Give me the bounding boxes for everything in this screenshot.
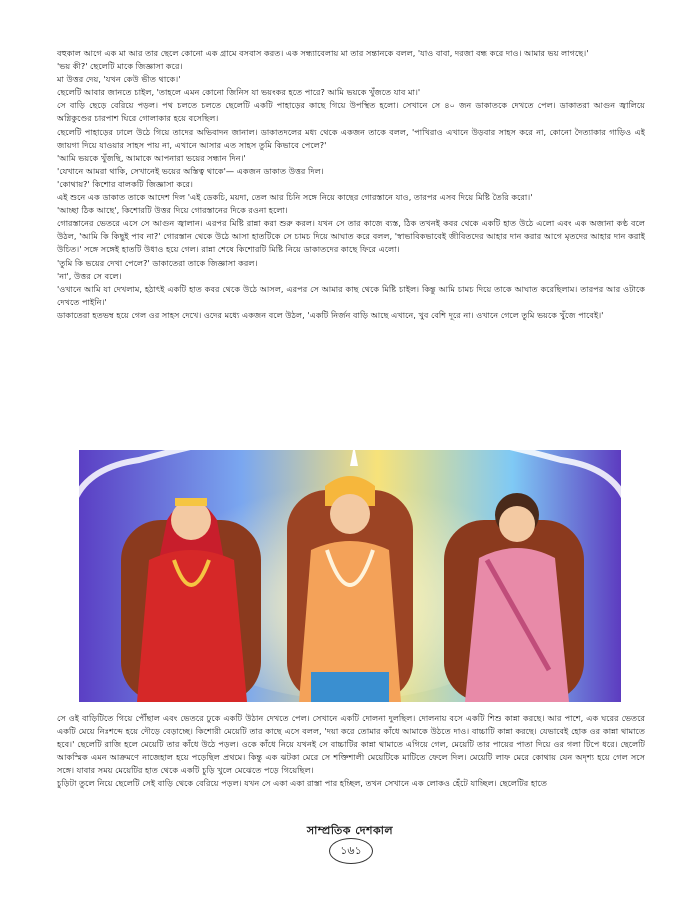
paragraph: এই শুনে এক ডাকাত তাকে আদেশ দিল 'এই ডেকচি, ময়দা, তেল আর চিনি সঙ্গে নিয়ে কাছের গোরস্তানে যাও, তারপর এসব দিয়ে মিষ্টি তৈরি করো।' (57, 192, 533, 203)
paragraph: মা উত্তর দেয়, 'যখন কেউ ভীত থাকে।' (57, 74, 181, 85)
paragraph: 'না', উত্তর সে বলে। (57, 270, 122, 281)
paragraph: ডাকাতেরা হতভম্ব হয়ে গেল ওর সাহস দেখে। ওদের মধ্যে একজন বলে উঠল, 'একটি নির্জন বাড়ি আছে এখানে, খুব বেশি দূরে না। ওখানে গেলে তুমি ভয়কে খুঁজে পাবেই।' (57, 309, 604, 320)
paragraph: গোরস্তানের ভেতরে এসে সে আগুন জ্বালান। এরপর মিষ্টি রান্না করা শুরু করল। যখন সে তার কাজে ব্যস্ত, ঠিক তখনই কবর থেকে একটি হাত উঠে এলো এবং এক অজানা কণ্ঠ বলে উঠল, 'আমি কি কিছুই পাব না?' গোরস্তান থেকে উঠে আসা হাতটিকে সে চামচ দিয়ে আঘাত করে বলল, 'স্বাভাবিকভাবেই জীবিতদের আহার দান করার আগে মৃতদের আহার দান করাই উচিত।' সঙ্গে সঙ্গেই হাতটি উধাও হয়ে গেল। রান্না শেষে কিশোরটি মিষ্টি নিয়ে ডাকাতদের কাছে ফিরে এলো। (57, 218, 645, 255)
paragraph: 'ওখানে আমি যা দেখলাম, হঠাৎই একটি হাত কবর থেকে উঠে আসল, এরপর সে আমার কাছ থেকে মিষ্টি চাইল। কিন্তু আমি চামচ দিয়ে তাকে আঘাত করেছিলাম। তারপর আর ওটাকে দেখতে পাইনি।' (57, 283, 645, 307)
paragraph: 'আচ্ছা ঠিক আছে', কিশোরটি উত্তর দিয়ে গোরস্তানের দিকে রওনা হলো। (57, 205, 288, 216)
paragraph: সে বাড়ি ছেড়ে বেরিয়ে পড়ল। পথ চলতে চলতে ছেলেটি একটি পাহাড়ের কাছে গিয়ে উপস্থিত হলো। সেখানে সে ৪০ জন ডাকাতকে দেখতে পেল। ডাকাতরা আগুন জ্বালিয়ে অগ্নিকুণ্ডের চারপাশ ঘিরে গোলাকার হয়ে বসেছিল। (57, 100, 645, 124)
paragraph: বহুকাল আগে এক মা আর তার ছেলে কোনো এক গ্রামে বসবাস করত। এক সন্ধ্যাবেলায় মা তার সন্তানকে বলল, 'যাও বাবা, দরজা বন্ধ করে দাও। আমার ভয় লাগছে।' (57, 48, 589, 58)
story-text-top (57, 47, 645, 322)
paragraph: সে ওই বাড়িটিতে গিয়ে পৌঁছাল এবং ভেতরে ঢুকে একটি উঠান দেখতে পেল। সেখানে একটি দোলনা দুলছিল। দোলনায় বসে একটি শিশু কান্না করছে। আর পাশে, এক ঘরের ভেতরে একটি মেয়ে নিঃশব্দে হয়ে দৌড়ে বেড়াচ্ছে। কিশোরী মেয়েটি তার কাছে এসে বলল, 'দয়া করে তোমার কাঁধে আমাকে উঠতে দাও। বাচ্চাটি কান্না করছে। যেভাবেই হোক ওর কান্না থামাতে হবে।' ছেলেটি রাজি হলে মেয়েটি তার কাঁধে উঠে পড়ল। ওকে কাঁধে নিয়ে যখনই সে বাচ্চাটির কান্না থামাতে এগিয়ে গেল, মেয়েটি তার পায়ের পাতা দিয়ে ওর গলা টিপে ধরে। ছেলেটি আকস্মিক এমন আক্রমণে নাজেহাল হয়ে পড়েছিল প্রথমে। কিন্তু এক ঝটকা মেরে সে শক্তিশালী মেয়েটিকে মাটিতে ফেলে দিল। মেয়েটি লাফ মেরে কোথায় যেন অদৃশ্য হয়ে গেল সসে সঙ্গে। যাবার সময় মেয়েটির হাত থেকে একটি চুড়ি খুলে মেঝেতে পড়ে গিয়েছিল। (57, 713, 645, 776)
story-text-bottom (57, 712, 645, 791)
paragraph: 'যেখানে আমরা থাকি, সেখানেই ভয়ের অস্তিত্ব থাকে'— একজন ডাকাত উত্তর দিল। (57, 165, 324, 176)
paragraph: 'ভয় কী?' ছেলেটি মাকে জিজ্ঞাসা করে। (57, 61, 183, 72)
wedding-illustration (49, 410, 651, 702)
paragraph: 'তুমি কি ভয়ের দেখা পেলে?' ডাকাতেরা তাকে জিজ্ঞাসা করল। (57, 257, 258, 268)
paragraph: 'কোথায়?' কিশোর বালকটি জিজ্ঞাসা করে। (57, 178, 193, 189)
paragraph: ছেলেটি পাহাড়ের ঢালে উঠে গিয়ে তাদের অভিবাদন জানাল। ডাকাতদলের মধ্য থেকে একজন তাকে বলল, 'পাখিরাও এখানে উড়বার সাহস করে না, কোনো দৈত্যাকার গাড়িও এই জায়গা দিয়ে যাওয়ার সাহস পায় না, এখানে আসার এত সাহস তুমি কিভাবে পেলে?' (57, 126, 645, 150)
page-number: ১৬১ (329, 838, 373, 864)
paragraph: ছেলেটি আবার জানতে চাইল, 'তাহলে এমন কোনো জিনিস যা ভয়ংকর হতে পারে? আমি ভয়কে খুঁজতে যাব মা।' (57, 87, 421, 98)
paragraph: চুড়িটা তুলে নিয়ে ছেলেটি সেই বাড়ি থেকে বেরিয়ে পড়ল। যখন সে একা একা রাস্তা পার হচ্ছিল, তখন সেখানে এক লোকও হেঁটে যাচ্ছিল। ছেলেটির হাতে (57, 778, 547, 789)
paragraph: 'আমি ভয়কে খুঁজছি, আমাকে আপনারা ভয়ের সন্ধান দিন।' (57, 152, 246, 163)
magazine-name: সাম্প্রতিক দেশকাল (306, 824, 394, 837)
